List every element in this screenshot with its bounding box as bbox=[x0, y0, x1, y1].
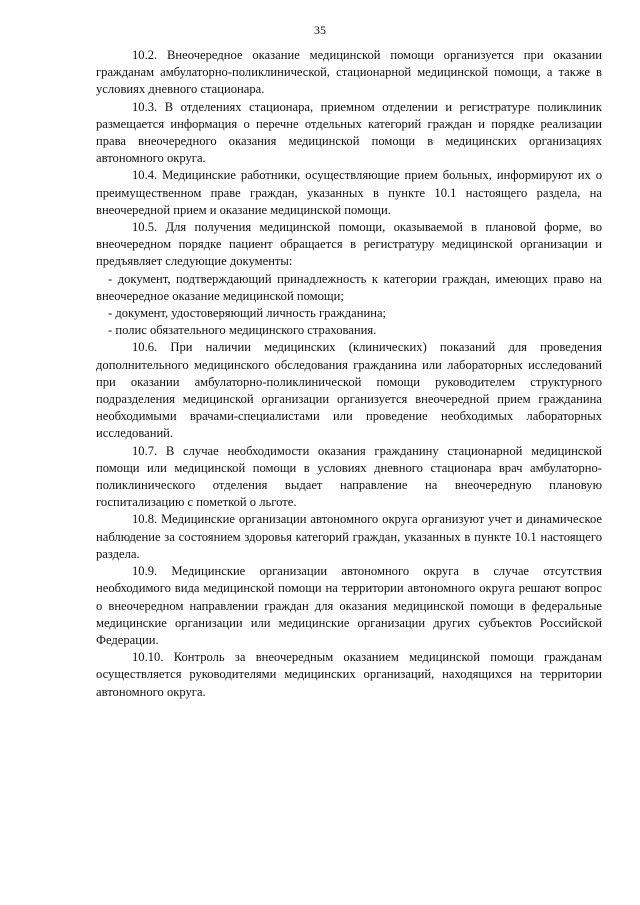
list-item-category-document: - документ, подтверждающий принадлежность к категории граждан, имеющих право на внеочередное оказание медицинской помощи; bbox=[96, 271, 602, 303]
paragraph-10-6: 10.6. При наличии медицинских (клинических) показаний для проведения дополнительного медицинского обследования гражданина или лабораторных исследований при оказании амбулаторно-поликлинической помощи руководителем структурного подразделения медицинской организации организуется внеочередной прием гражданина необходимыми врачами-специалистами или проведение необходимых лабораторных исследований. bbox=[96, 340, 602, 441]
list-item-identity-document: - документ, удостоверяющий личность гражданина; bbox=[108, 306, 387, 321]
paragraph-10-9: 10.9. Медицинские организации автономного округа в случае отсутствия необходимого вида медицинской помощи на территории автономного округа решают вопрос о внеочередном направлении граждан для оказания медицинской помощи в федеральные медицинские организации или медицинские организации других субъектов Российской Федерации. bbox=[96, 564, 602, 647]
page-number: 35 bbox=[314, 23, 326, 37]
paragraph-10-7: 10.7. В случае необходимости оказания гражданину стационарной медицинской помощи или медицинской помощи в условиях дневного стационара врач амбулаторно-поликлинического отделения выдает направление на внеочередную плановую госпитализацию с пометкой о льготе. bbox=[96, 443, 602, 510]
paragraph-10-10: 10.10. Контроль за внеочередным оказанием медицинской помощи гражданам осуществляется руководителями медицинских организаций, находящихся на территории автономного округа. bbox=[96, 650, 602, 699]
paragraph-10-2: 10.2. Внеочередное оказание медицинской помощи организуется при оказании гражданам амбулаторно-поликлинической, стационарной медицинской помощи, а также в условиях дневного стационара. bbox=[96, 48, 602, 97]
paragraph-10-5: 10.5. Для получения медицинской помощи, оказываемой в плановой форме, во внеочередном порядке пациент обращается в регистратуру медицинской организации и предъявляет следующие документы: bbox=[96, 220, 602, 269]
paragraph-10-4: 10.4. Медицинские работники, осуществляющие прием больных, информируют их о преимущественном праве граждан, указанных в пункте 10.1 настоящего раздела, на внеочередной прием и оказание медицинской помощи. bbox=[96, 168, 602, 217]
document-body bbox=[96, 47, 602, 701]
paragraph-10-3: 10.3. В отделениях стационара, приемном отделении и регистратуре поликлиник размещается информация о перечне отдельных категорий граждан и порядке реализации права внеочередного оказания медицинской помощи в медицинских организациях автономного округа. bbox=[96, 99, 602, 166]
list-item-insurance-policy: - полис обязательного медицинского страхования. bbox=[108, 323, 377, 338]
paragraph-10-8: 10.8. Медицинские организации автономного округа организуют учет и динамическое наблюдение за состоянием здоровья категорий граждан, указанных в пункте 10.1 настоящего раздела. bbox=[96, 512, 602, 561]
